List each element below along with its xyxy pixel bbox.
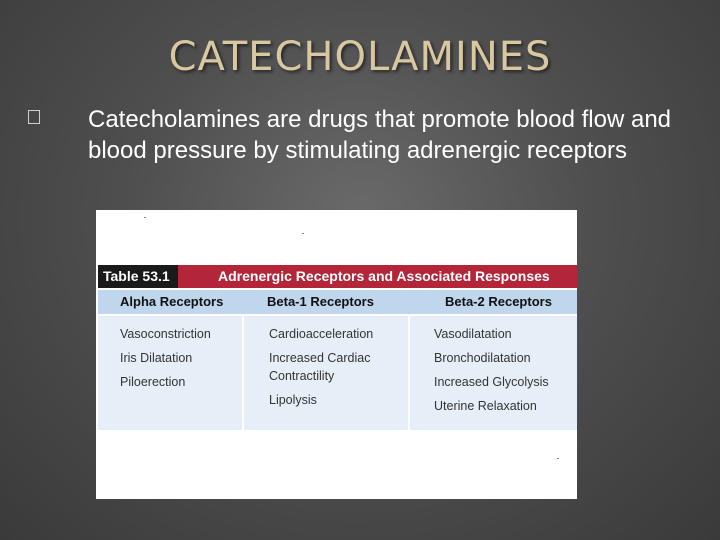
receptor-table-image <box>96 210 577 499</box>
table-caption: Adrenergic Receptors and Associated Responses <box>218 268 550 284</box>
column-header-beta2: Beta-2 Receptors <box>445 294 552 309</box>
table-cell: Contractility <box>269 369 335 383</box>
scan-speck <box>144 217 146 218</box>
column-divider <box>242 316 244 430</box>
table-cell: Vasodilatation <box>434 327 512 341</box>
bullet-marker-icon <box>28 110 40 124</box>
column-divider <box>408 316 410 430</box>
table-cell: Lipolysis <box>269 393 317 407</box>
table-cell: Increased Cardiac <box>269 351 371 365</box>
table-cell: Uterine Relaxation <box>434 399 537 413</box>
table-cell: Cardioacceleration <box>269 327 374 341</box>
scan-speck <box>302 233 304 234</box>
table-header-bar <box>98 265 577 288</box>
table-cell: Iris Dilatation <box>120 351 193 365</box>
table-cell: Piloerection <box>120 375 186 389</box>
column-header-beta1: Beta-1 Receptors <box>267 294 374 309</box>
bullet-text: Catecholamines are drugs that promote blood flow and blood pressure by stimulating adrenergic receptors <box>88 106 672 164</box>
column-header-alpha: Alpha Receptors <box>120 294 224 309</box>
slide-title: CATECHOLAMINES <box>168 34 552 80</box>
table-cell: Vasoconstriction <box>120 327 211 341</box>
scan-speck <box>557 458 559 459</box>
table-number: Table 53.1 <box>98 265 178 288</box>
table-cell: Bronchodilatation <box>434 351 531 365</box>
table-cell: Increased Glycolysis <box>434 375 549 389</box>
table-body <box>98 316 577 430</box>
table-column-headers <box>98 290 577 314</box>
